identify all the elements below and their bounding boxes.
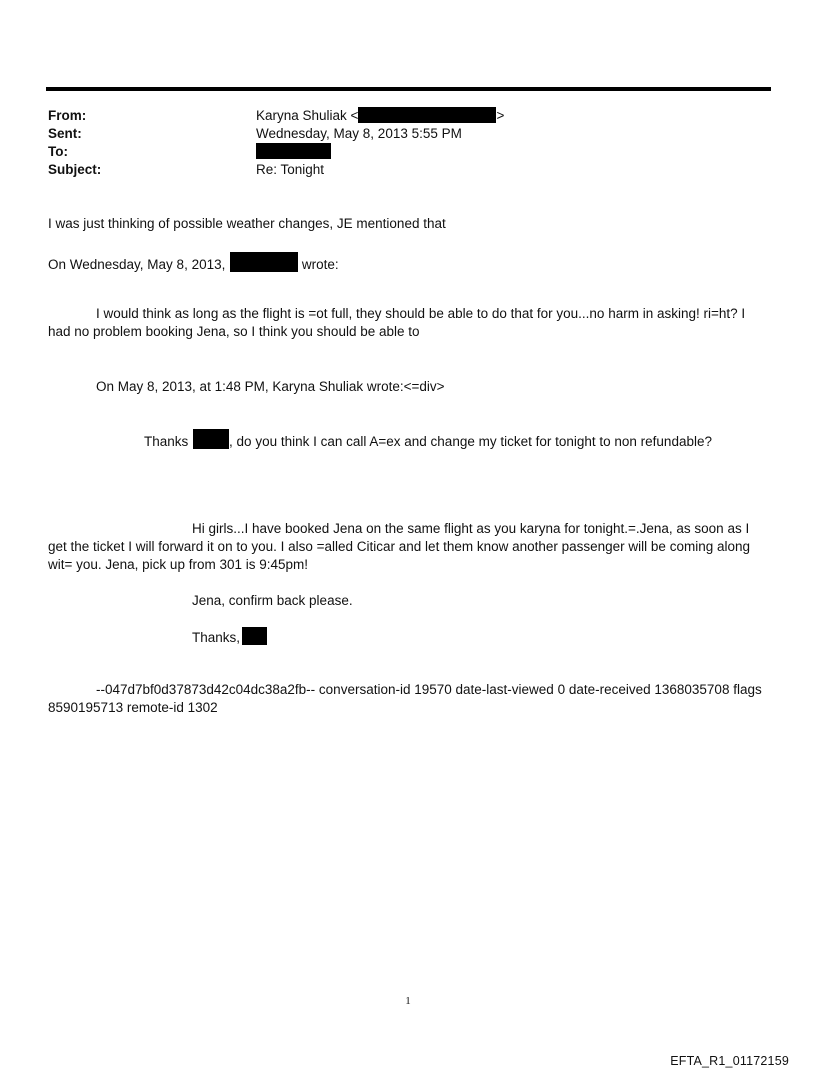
thanks-prefix: Thanks: [144, 434, 189, 449]
header-rule: [46, 87, 771, 91]
subject-label: Subject:: [48, 162, 102, 177]
signoff-line: [192, 627, 267, 647]
reply-paragraph: I would think as long as the flight is =ot full, they should be able to do that for you...no harm in asking! ri=ht? I had no problem booking Jena, so I think you should be able to: [48, 306, 746, 339]
body-line-weather: I was just thinking of possible weather changes, JE mentioned that: [48, 216, 446, 231]
redaction-box: [242, 627, 267, 645]
sent-value: Wednesday, May 8, 2013 5:55 PM: [256, 126, 462, 141]
from-value: [256, 107, 504, 125]
quoted-header: On May 8, 2013, at 1:48 PM, Karyna Shuliak wrote:<=div>: [96, 379, 445, 394]
sent-label: Sent:: [48, 126, 82, 141]
signoff-text: Thanks,: [192, 630, 241, 645]
subject-value: Re: Tonight: [256, 162, 325, 177]
redaction-box: [230, 252, 298, 272]
footer-metadata: --047d7bf0d37873d42c04dc38a2fb-- conversation-id 19570 date-last-viewed 0 date-received 1368035708 flags 8590195713 remote-id 1302: [48, 682, 762, 715]
wrote-prefix: On Wednesday, May 8, 2013,: [48, 257, 226, 272]
redaction-box: [193, 429, 229, 449]
from-name: Karyna Shuliak <: [256, 108, 359, 123]
wrote-suffix: wrote:: [301, 257, 339, 272]
from-close: >: [496, 108, 505, 123]
confirm-line: Jena, confirm back please.: [192, 593, 353, 608]
to-label: To:: [48, 144, 68, 159]
bates-number: EFTA_R1_01172159: [670, 1054, 789, 1068]
booking-paragraph: Hi girls...I have booked Jena on the same flight as you karyna for tonight.=.Jena, as soon as I get the ticket I will forward it on to you. I also =alled Citicar and let them know another passenger will be coming along wit= you. Jena, pick up from 301 is 9:45pm!: [48, 521, 750, 572]
thanks-question-line: [144, 429, 712, 451]
redaction-box: [358, 107, 496, 123]
from-label: From:: [48, 108, 87, 123]
to-value: [256, 143, 331, 161]
wrote-line: [48, 252, 339, 274]
redaction-box: [256, 143, 331, 159]
page-number: 1: [405, 995, 411, 1007]
thanks-suffix: , do you think I can call A=ex and change my ticket for tonight to non refundable?: [229, 434, 712, 449]
